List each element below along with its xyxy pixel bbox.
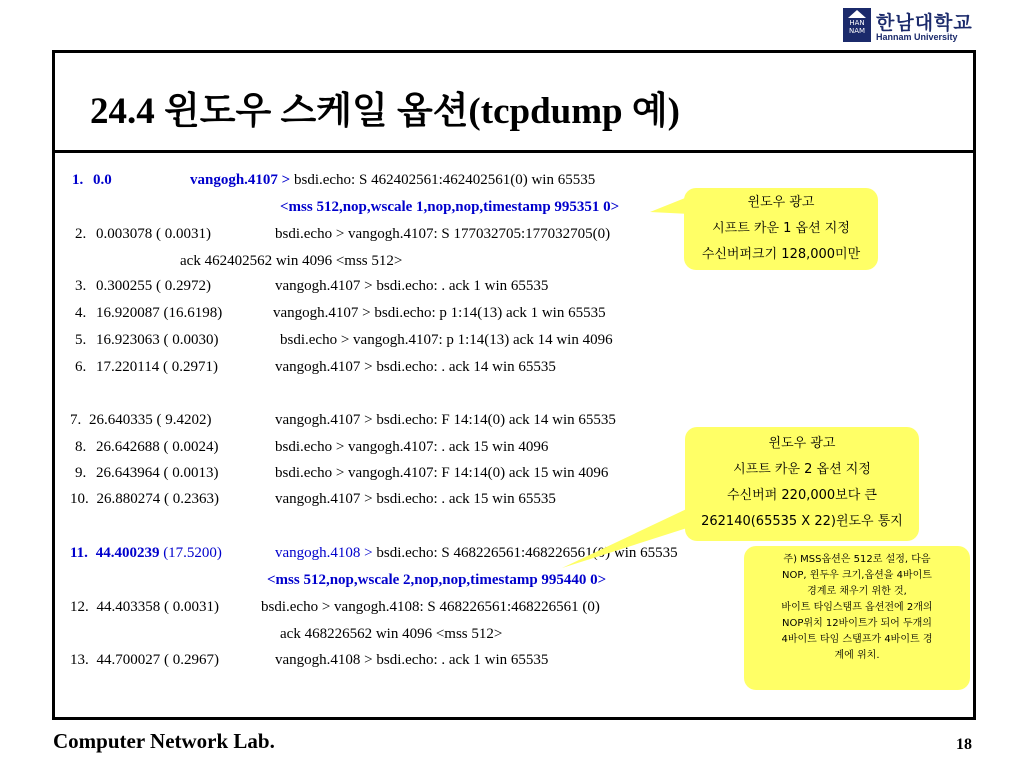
callout-line: 262140(65535 X 22)윈도우 통지 <box>701 514 903 529</box>
callout-window-scale-1 <box>684 188 878 270</box>
packet-number: 13. <box>70 652 89 668</box>
logo-name-korean: 한남대학교 <box>876 12 973 34</box>
slide-title: 24.4 윈도우 스케일 옵션(tcpdump 예) <box>90 91 680 132</box>
packet-time: 0.003078 ( 0.0031) <box>96 226 211 242</box>
note-line: NOP위치 12바이트가 되어 두개의 <box>782 618 932 629</box>
packet-number: 12. <box>70 599 89 615</box>
callout-line: 윈도우 광고 <box>747 195 815 210</box>
callout-line: 시프트 카운 1 옵션 지정 <box>712 221 850 236</box>
packet-time: 0.300255 ( 0.2972) <box>96 278 211 294</box>
callout-mss-note <box>744 546 970 690</box>
packet-detail: bsdi.echo > vangogh.4107: . ack 15 win 4096 <box>275 439 549 455</box>
packet-detail: vangogh.4107 > bsdi.echo: . ack 14 win 65535 <box>275 359 556 375</box>
packet-number: 8. <box>75 439 87 455</box>
note-line: 주) MSS옵션은 512로 설정, 다음 <box>783 554 931 565</box>
packet-detail: bsdi.echo > vangogh.4107: F 14:14(0) ack 15 win 4096 <box>275 465 609 481</box>
packet-time: 44.400239 <box>95 545 160 561</box>
packet-detail: bsdi.echo: S 462402561:462402561(0) win 65535 <box>293 172 596 188</box>
callout-window-scale-2 <box>685 427 919 541</box>
packet-number: 1. <box>72 172 84 188</box>
packet-detail: vangogh.4107 > bsdi.echo: . ack 1 win 65535 <box>275 278 549 294</box>
packet-time: 44.700027 ( 0.2967) <box>96 652 219 668</box>
packet-time: 26.640335 ( 9.4202) <box>89 412 212 428</box>
packet-detail: vangogh.4107 > bsdi.echo: . ack 15 win 65535 <box>275 491 556 507</box>
note-line: 계에 위치. <box>834 650 880 661</box>
packet-time: 0.0 <box>93 172 112 188</box>
callout-line: 수신버퍼 220,000보다 큰 <box>727 488 877 503</box>
packet-source: vangogh.4108 > <box>275 545 373 561</box>
note-line: 바이트 타임스탬프 옵션전에 2개의 <box>781 602 933 613</box>
footer-lab-name: Computer Network Lab. <box>53 729 275 753</box>
packet-detail: bsdi.echo > vangogh.4108: S 468226561:468226561 (0) <box>261 599 600 615</box>
packet-number: 2. <box>75 226 87 242</box>
packet-detail: vangogh.4108 > bsdi.echo: . ack 1 win 65535 <box>275 652 549 668</box>
packet-number: 6. <box>75 359 87 375</box>
packet-number: 9. <box>75 465 87 481</box>
trace-line-1-options: <mss 512,nop,wscale 1,nop,nop,timestamp 995351 0> <box>280 199 620 215</box>
packet-number: 10. <box>70 491 89 507</box>
packet-time: 16.920087 (16.6198) <box>96 305 223 321</box>
note-line: 4바이트 타임 스탬프가 4바이트 경 <box>781 634 933 645</box>
packet-delta: (17.5200) <box>163 545 222 561</box>
packet-detail: vangogh.4107 > bsdi.echo: p 1:14(13) ack 1 win 65535 <box>273 305 606 321</box>
callout-line: 시프트 카운 2 옵션 지정 <box>733 462 871 477</box>
packet-number: 11. <box>70 545 88 561</box>
packet-detail: bsdi.echo > vangogh.4107: p 1:14(13) ack 14 win 4096 <box>280 332 613 348</box>
packet-source: vangogh.4107 > <box>190 172 291 188</box>
trace-line-12-cont: ack 468226562 win 4096 <mss 512> <box>280 626 503 642</box>
packet-number: 3. <box>75 278 87 294</box>
note-line: NOP, 윈두우 크기,옵션을 4바이트 <box>782 570 932 581</box>
packet-detail: bsdi.echo: S 468226561:468226561(0) win 65535 <box>376 545 678 561</box>
packet-time: 16.923063 ( 0.0030) <box>96 332 219 348</box>
packet-detail: bsdi.echo > vangogh.4107: S 177032705:177032705(0) <box>275 226 611 242</box>
logo-mark-text: HAN NAM <box>848 19 866 35</box>
callout-line: 윈도우 광고 <box>768 436 836 451</box>
packet-number: 7. <box>70 412 82 428</box>
trace-line-11-options: <mss 512,nop,wscale 2,nop,nop,timestamp 995440 0> <box>267 572 607 588</box>
packet-time: 26.643964 ( 0.0013) <box>96 465 219 481</box>
note-line: 경계로 채우기 위한 것, <box>807 586 907 597</box>
packet-time: 17.220114 ( 0.2971) <box>96 359 218 375</box>
trace-line-2-cont: ack 462402562 win 4096 <mss 512> <box>180 253 403 269</box>
packet-time: 26.880274 ( 0.2363) <box>96 491 219 507</box>
packet-number: 4. <box>75 305 87 321</box>
callout-line: 수신버퍼크기 128,000미만 <box>701 247 861 262</box>
packet-number: 5. <box>75 332 87 348</box>
page-number: 18 <box>956 736 972 753</box>
logo-name-english: Hannam University <box>876 32 958 42</box>
packet-time: 26.642688 ( 0.0024) <box>96 439 219 455</box>
packet-time: 44.403358 ( 0.0031) <box>96 599 219 615</box>
packet-detail: vangogh.4107 > bsdi.echo: F 14:14(0) ack 14 win 65535 <box>275 412 616 428</box>
